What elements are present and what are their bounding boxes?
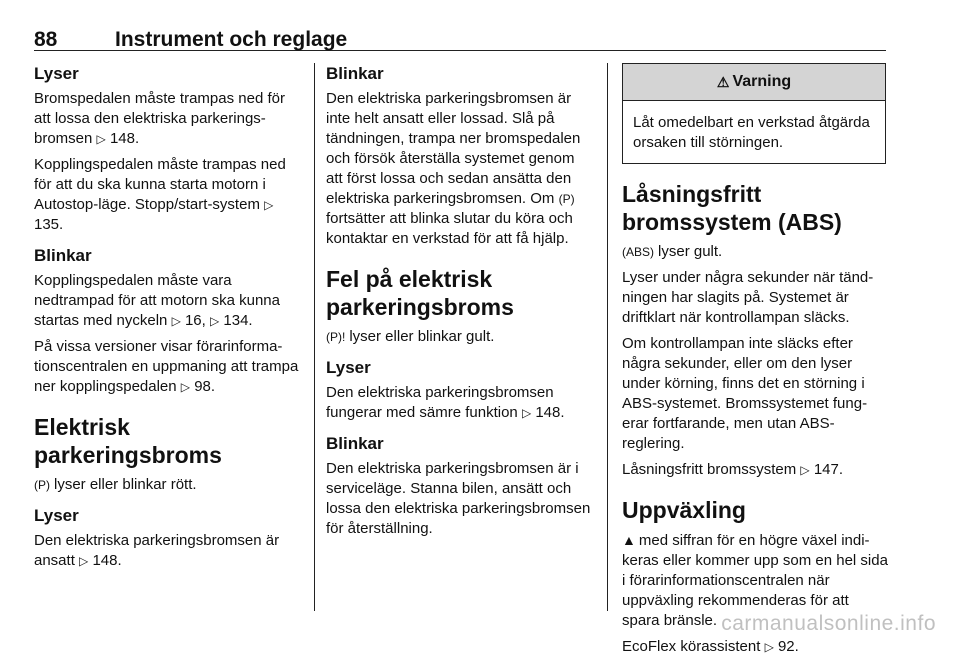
heading-abs: Låsningsfritt bromssystem (ABS) — [622, 181, 842, 235]
column-divider — [607, 63, 608, 611]
column-2 — [326, 63, 594, 545]
paragraph: Bromspedalen måste trampas ned för att lossa den elektriska parkeringsbromsen ▷ 148. — [34, 90, 285, 147]
heading-lyser: Lyser — [326, 358, 371, 377]
paragraph: Om kontrollampan inte släcks efter några sekunder, eller om den lyser under körning, finns det en störning i ABS-systemet. Bromssystemet fungerar fortfarande, men utan ABS-reglering. — [622, 335, 868, 452]
page-ref-icon: ▷ — [180, 380, 191, 394]
paragraph: På vissa versioner visar förarinformationscentralen en uppmaning att trampa ner kopplingspedalen ▷ 98. — [34, 338, 299, 395]
page-header — [34, 18, 886, 51]
heading-lyser: Lyser — [34, 506, 79, 525]
paragraph: Låsningsfritt bromssystem ▷ 147. — [622, 461, 844, 478]
page-ref-icon: ▷ — [521, 406, 532, 420]
paragraph: EcoFlex körassistent ▷ 92. — [622, 638, 799, 655]
heading-blinkar: Blinkar — [326, 64, 384, 83]
warning-box — [622, 63, 886, 164]
heading-blinkar: Blinkar — [326, 434, 384, 453]
page-ref-icon: ▷ — [210, 314, 220, 328]
paragraph: (ABS) lyser gult. — [622, 243, 723, 260]
page-ref-icon: ▷ — [79, 554, 89, 568]
page-ref-icon: ▷ — [171, 314, 181, 328]
page-title: Instrument och reglage — [115, 28, 348, 51]
paragraph: (P)! lyser eller blinkar gult. — [326, 328, 495, 345]
parking-brake-icon: (P) — [34, 478, 50, 492]
warning-triangle-icon: ⚠ — [716, 73, 730, 90]
page-ref-icon: ▷ — [96, 132, 106, 146]
warning-header: ⚠ Varning — [623, 64, 885, 101]
page-ref-icon: ▷ — [264, 198, 274, 212]
column-divider — [314, 63, 315, 611]
heading-fel-pa-elektrisk-parkeringsbroms: Fel på elektrisk parkeringsbroms — [326, 266, 514, 320]
paragraph: Kopplingspedalen måste trampas ned för att du ska kunna starta motorn i Autostop-läge. Stopp/start-system ▷ 135. — [34, 156, 286, 233]
abs-icon: (ABS) — [622, 245, 655, 259]
heading-uppvaxling: Uppväxling — [622, 497, 746, 523]
warning-text: Låt omedelbart en verkstad åtgärda orsaken till störningen. — [633, 114, 870, 151]
heading-elektrisk-parkeringsbroms: Elektrisk parkeringsbroms — [34, 414, 222, 468]
paragraph: Den elektriska parkeringsbromsen är ansatt ▷ 148. — [34, 532, 280, 569]
column-3 — [622, 63, 888, 663]
paragraph: (P) lyser eller blinkar rött. — [34, 476, 197, 493]
paragraph: Den elektriska parkeringsbromsen är i serviceläge. Stanna bilen, ansätt och lossa den elektriska parkeringsbromsen för återställning. — [326, 460, 591, 537]
paragraph: Den elektriska parkeringsbromsen fungerar med sämre funktion ▷ 148. — [326, 384, 565, 421]
parking-brake-icon: (P) — [558, 192, 575, 206]
column-1 — [34, 63, 302, 577]
heading-blinkar: Blinkar — [34, 246, 92, 265]
watermark: carmanualsonline.info — [721, 612, 936, 635]
page-ref-icon: ▷ — [764, 640, 774, 654]
paragraph: Den elektriska parkeringsbromsen är inte helt ansatt eller lossad. Slå på tändningen, trampa ner bromspedalen och försök återställa systemet genom att först lossa och sedan ansätta den elektriska parkeringsbromsen. Om (P)fortsätter att blinka slutar du köra och kontaktar en verkstad för att få hjälp. — [326, 90, 581, 247]
paragraph: Kopplingspedalen måste vara nedtrampad för att motorn ska kunna startas med nyckeln ▷ 16, ▷ 134. — [34, 272, 280, 329]
page-ref-icon: ▷ — [800, 463, 810, 477]
page-number: 88 — [34, 28, 58, 51]
upshift-arrow-icon: ▲ — [622, 532, 636, 548]
paragraph: ▲ med siffran för en högre växel indikeras eller kommer upp som en hel sida i förarinformationscentralen när uppväxling rekommenderas för att spara bränsle. — [622, 532, 888, 629]
parking-brake-fault-icon: (P)! — [326, 330, 346, 344]
heading-lyser: Lyser — [34, 64, 79, 83]
paragraph: Lyser under några sekunder när tändningen har slagits på. Systemet är driftklart när kontrollampan släcks. — [622, 269, 874, 326]
